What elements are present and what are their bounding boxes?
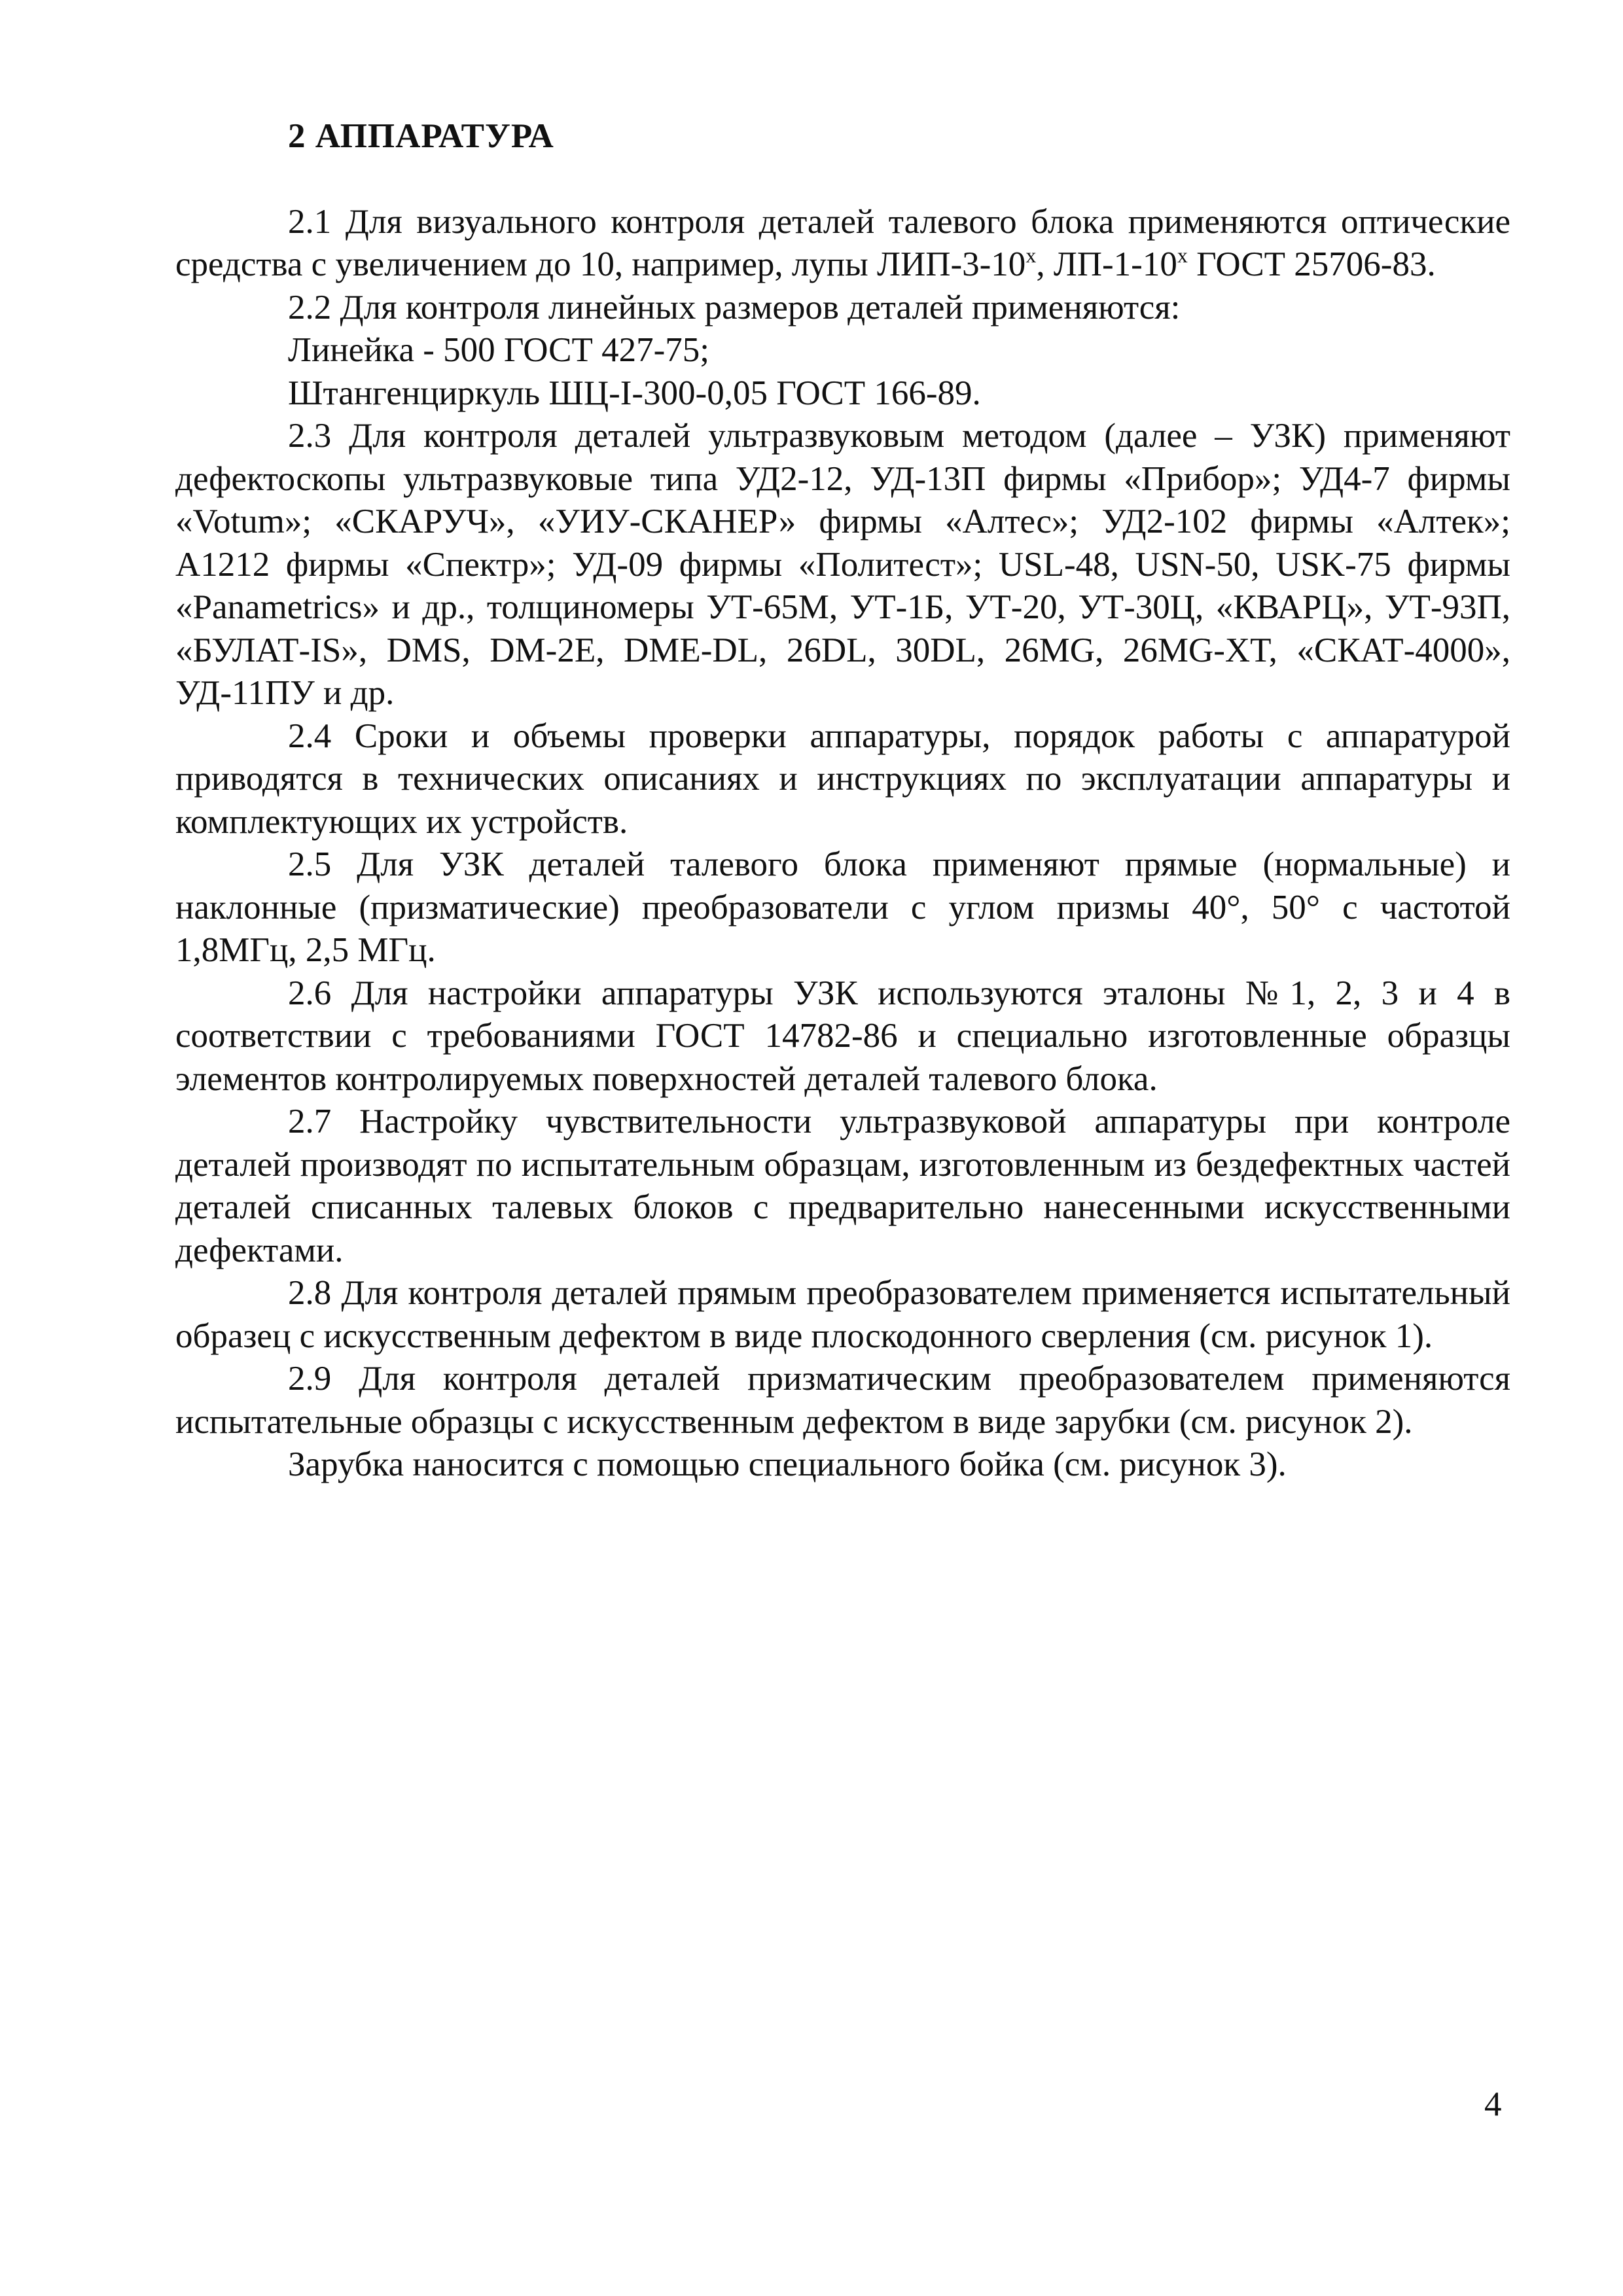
paragraph-2-1-text-c: ГОСТ 25706-83.: [1187, 245, 1436, 283]
magnification-superscript: х: [1026, 243, 1037, 267]
section-heading: 2 АППАРАТУРА: [288, 117, 554, 155]
paragraph-final: Зарубка наносится с помощью специального бойка (см. рисунок 3).: [288, 1445, 1287, 1483]
paragraph-2-9: 2.9 Для контроля деталей призматическим преобразователем применяются испытательные образцы с искусственным дефектом в виде зарубки (см. рисунок 2).: [175, 1360, 1510, 1441]
paragraph-2-2: 2.2 Для контроля линейных размеров деталей применяются:: [288, 288, 1181, 327]
paragraph-2-3: 2.3 Для контроля деталей ультразвуковым методом (далее – УЗК) применяют дефектоскопы ультразвуковые типа УД2-12, УД-13П фирмы «Прибор»; УД4-7 фирмы «Votum»; «СКАРУЧ», «УИУ-СКАНЕР» фирмы «Алтес»; УД2-102 фирмы «Алтек»; А1212 фирмы «Спектр»; УД-09 фирмы «Политест»; USL-48, USN-50, USK-75 фирмы «Panametrics» и др., толщиномеры УТ-65М, УТ-1Б, УТ-20, УТ-30Ц, «КВАРЦ», УТ-93П, «БУЛАТ-IS», DMS, DM-2E, DME-DL, 26DL, 30DL, 26MG, 26MG-XT, «СКАТ-4000», УД-11ПУ и др.: [175, 417, 1510, 712]
list-item-caliper: Штангенциркуль ШЦ-I-300-0,05 ГОСТ 166-89.: [288, 374, 981, 412]
paragraph-2-4: 2.4 Сроки и объемы проверки аппаратуры, порядок работы с аппаратурой приводятся в технических описаниях и инструкциях по эксплуатации аппаратуры и комплектующих их устройств.: [175, 716, 1510, 841]
paragraph-2-7: 2.7 Настройку чувствительности ультразвуковой аппаратуры при контроле деталей производят по испытательным образцам, изготовленным из бездефектных частей деталей списанных талевых блоков с предварительно нанесенными искусственными дефектами.: [175, 1103, 1510, 1269]
paragraph-2-1-text-a: 2.1 Для визуального контроля деталей талевого блока применяются оптические средства с увеличением до 10, например, лупы ЛИП-3-10: [175, 202, 1510, 283]
page-number: 4: [1484, 2085, 1502, 2123]
document-page: [175, 115, 1510, 1487]
paragraph-2-6: 2.6 Для настройки аппаратуры УЗК используются эталоны №1, 2, 3 и 4 в соответствии с требованиями ГОСТ 14782-86 и специально изготовленные образцы элементов контролируемых поверхностей деталей талевого блока.: [175, 974, 1510, 1098]
paragraph-2-5: 2.5 Для УЗК деталей талевого блока применяют прямые (нормальные) и наклонные (призматические) преобразователи с углом призмы 40°, 50° с частотой 1,8МГц, 2,5 МГц.: [175, 845, 1510, 969]
paragraph-2-1-text-b: , ЛП-1-10: [1036, 245, 1177, 283]
magnification-superscript: х: [1177, 243, 1188, 267]
list-item-ruler: Линейка - 500 ГОСТ 427-75;: [288, 331, 710, 369]
paragraph-2-1: [175, 201, 1510, 287]
paragraph-2-8: 2.8 Для контроля деталей прямым преобразователем применяется испытательный образец с искусственным дефектом в виде плоскодонного сверления (см. рисунок 1).: [175, 1274, 1510, 1355]
